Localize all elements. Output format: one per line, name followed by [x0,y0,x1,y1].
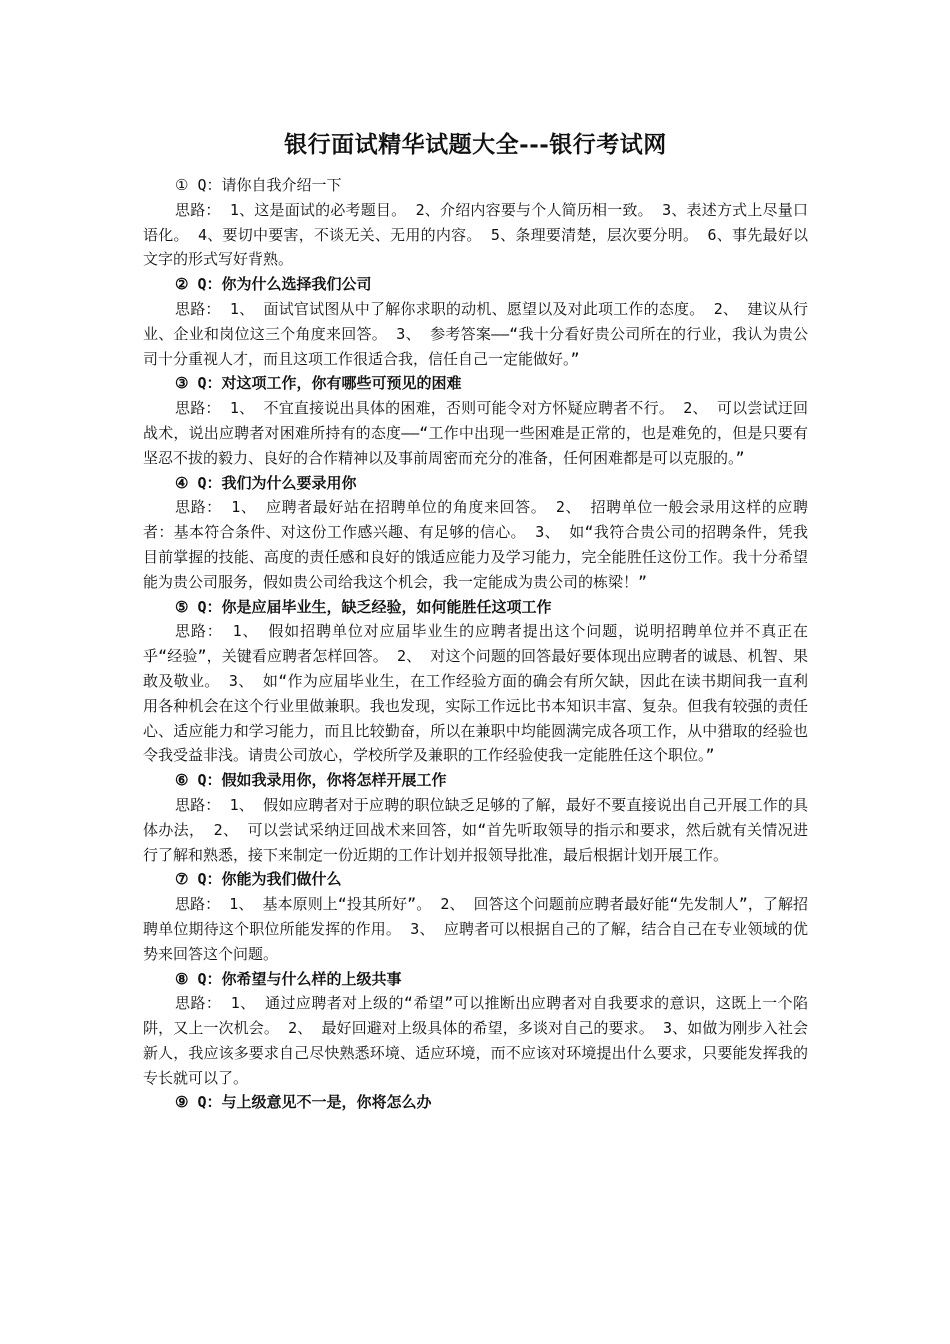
question-7: ⑦ Q：你能为我们做什么 [175,870,342,889]
question-6: ⑥ Q：假如我录用你，你将怎样开展工作 [175,771,447,790]
question-1: ① Q：请你自我介绍一下 [175,176,342,194]
answer-8: 思路： 1、 通过应聘者对上级的“希望”可以推断出应聘者对自我要求的意识，这既上一个陷阱，又上一次机会。 2、 最好回避对上级具体的希望，多谈对自己的要求。 3、如做为刚步入社会新人，我应该多要求自己尽快熟悉环境、适应环境，而不应该对环境提出什么要求，只要能发挥我的专长就可以了。 [143,994,808,1087]
question-4: ④ Q：我们为什么要录用你 [175,473,357,492]
answer-2: 思路： 1、 面试官试图从中了解你求职的动机、愿望以及对此项工作的态度。 2、 建议从行业、企业和岗位这三个角度来回答。 3、 参考答案——“我十分看好贵公司所在的行业，我认为贵公司十分重视人才，而且这项工作很适合我，信任自己一定能做好。” [143,299,808,368]
answer-1: 思路： 1、这是面试的必考题目。 2、介绍内容要与个人简历相一致。 3、表述方式上尽量口语化。 4、要切中要害，不谈无关、无用的内容。 5、条理要清楚，层次要分明。 6、事先最好以文字的形式写好背熟。 [143,200,808,269]
answer-7: 思路： 1、 基本原则上“投其所好”。 2、 回答这个问题前应聘者最好能“先发制人”，了解招聘单位期待这个职位所能发挥的作用。 3、 应聘者可以根据自己的了解，结合自己在专业领域的优势来回答这个问题。 [143,895,808,963]
question-3: ③ Q：对这项工作，你有哪些可预见的困难 [175,374,462,393]
question-8: ⑧ Q：你希望与什么样的上级共事 [175,969,402,988]
answer-4: 思路： 1、 应聘者最好站在招聘单位的角度来回答。 2、 招聘单位一般会录用这样的应聘者：基本符合条件、对这份工作感兴趣、有足够的信心。 3、 如“我符合贵公司的招聘条件，凭我目前掌握的技能、高度的责任感和良好的饿适应能力及学习能力，完全能胜任这份工作。我十分希望能为贵公司服务，假如贵公司给我这个机会，我一定能成为贵公司的栋梁！” [143,498,808,591]
answer-6: 思路： 1、 假如应聘者对于应聘的职位缺乏足够的了解，最好不要直接说出自己开展工作的具体办法， 2、 可以尝试采纳迂回战术来回答，如“首先听取领导的指示和要求，然后就有关情况进行了解和熟悉，接下来制定一份近期的工作计划并报领导批准，最后根据计划开展工作。 [143,795,808,864]
document-title: 银行面试精华试题大全---银行考试网 [284,131,667,158]
document-body [143,130,808,1115]
answer-3: 思路： 1、 不宜直接说出具体的困难，否则可能令对方怀疑应聘者不行。 2、 可以尝试迂回战术，说出应聘者对困难所持有的态度——“工作中出现一些困难是正常的，也是难免的，但是只要有坚忍不拔的毅力、良好的合作精神以及事前周密而充分的准备，任何困难都是可以克服的。” [143,399,808,467]
answer-5: 思路： 1、 假如招聘单位对应届毕业生的应聘者提出这个问题，说明招聘单位并不真正在乎“经验”，关键看应聘者怎样回答。 2、 对这个问题的回答最好要体现出应聘者的诚恳、机智、果敢及敬业。 3、 如“作为应届毕业生，在工作经验方面的确会有所欠缺，因此在读书期间我一直利用各种机会在这个行业里做兼职。我也发现，实际工作远比书本知识丰富、复杂。但我有较强的责任心、适应能力和学习能力，而且比较勤奋，所以在兼职中均能圆满完成各项工作，从中猎取的经验也令我受益非浅。请贵公司放心，学校所学及兼职的工作经验使我一定能胜任这个职位。” [143,622,808,765]
question-2: ② Q：你为什么选择我们公司 [175,275,372,294]
question-9: ⑨ Q：与上级意见不一是，你将怎么办 [175,1093,432,1112]
question-5: ⑤ Q：你是应届毕业生，缺乏经验，如何能胜任这项工作 [175,597,552,616]
